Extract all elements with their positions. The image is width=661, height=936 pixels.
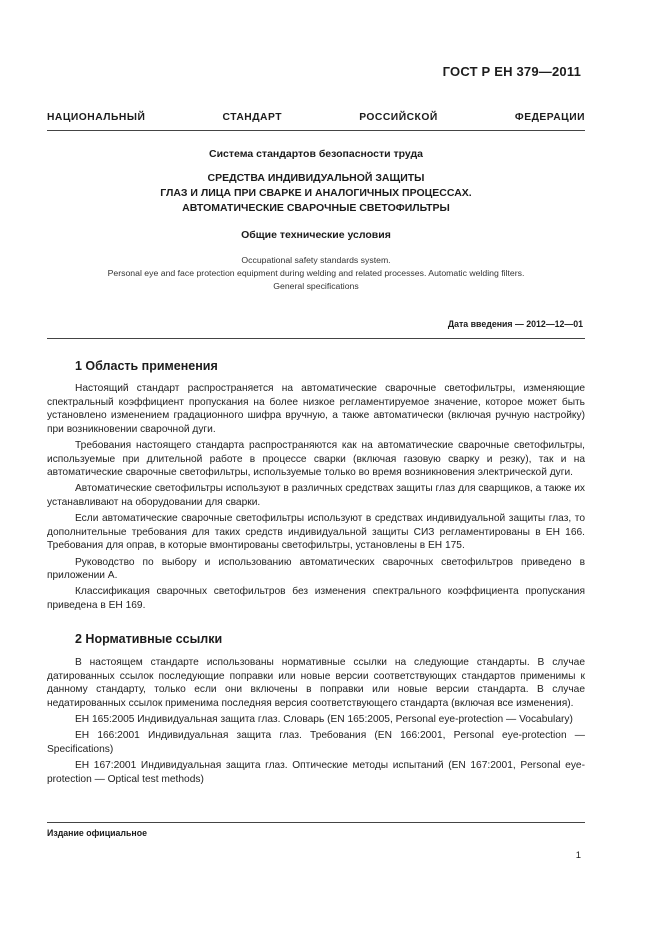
english-title-line: General specifications [273, 281, 359, 291]
subtitle: Общие технические условия [241, 229, 391, 241]
english-title [47, 254, 585, 293]
document-code: ГОСТ Р ЕН 379—2011 [442, 64, 581, 79]
paragraph: Автоматические светофильтры используют в различных средствах защиты глаз для сварщиков, а также их устанавливают на оборудовании для сварки. [47, 483, 585, 508]
main-title [47, 171, 585, 216]
main-title-line: СРЕДСТВА ИНДИВИДУАЛЬНОЙ ЗАЩИТЫ [207, 172, 425, 184]
paragraph: Если автоматические сварочные светофильтры используют в средствах индивидуальной защиты глаз, то дополнительные требования для таких средств индивидуальной защиты СИЗ регламентированы в ЕН 166. Требования для оправ, в которые вмонтированы светофильтры, установлены в ЕН 175. [47, 513, 585, 552]
header-divider [47, 130, 585, 131]
section-body-scope [47, 382, 585, 615]
section-heading-scope: 1 Область применения [75, 359, 218, 373]
english-title-line: Personal eye and face protection equipment during welding and related processes. Automatic welding filters. [107, 268, 525, 278]
section-heading-references: 2 Нормативные ссылки [75, 632, 223, 646]
page-number: 1 [575, 850, 581, 861]
date-divider [47, 338, 585, 339]
main-title-line: ГЛАЗ И ЛИЦА ПРИ СВАРКЕ И АНАЛОГИЧНЫХ ПРОЦЕССАХ. [160, 187, 472, 199]
standards-system-title: Система стандартов безопасности труда [208, 148, 424, 160]
paragraph: Настоящий стандарт распространяется на автоматические сварочные светофильтры, изменяющие спектральный коэффициент пропускания на более низкое регламентируемое значение, которое может быть установлено изменением градационного шифра вручную, а также автоматически (включая ручную настройку) при возникновении сварочной дуги. [47, 383, 585, 435]
reference-item: ЕН 166:2001 Индивидуальная защита глаз. Требования (EN 166:2001, Personal eye-protection — Specifications) [47, 730, 585, 755]
introduction-date: Дата введения — 2012—12—01 [447, 319, 583, 329]
main-title-line: АВТОМАТИЧЕСКИЕ СВАРОЧНЫЕ СВЕТОФИЛЬТРЫ [182, 202, 450, 214]
section-body-references [47, 656, 585, 789]
english-title-line: Occupational safety standards system. [241, 255, 391, 265]
paragraph: Руководство по выбору и использованию автоматических сварочных светофильтров приведено в приложении А. [47, 556, 585, 582]
edition-label: Издание официальное [47, 828, 147, 838]
reference-item: ЕН 165:2005 Индивидуальная защита глаз. Словарь (EN 165:2005, Personal eye-protection — Vocabulary) [75, 713, 573, 725]
footer-divider [47, 822, 585, 823]
national-standard-banner: НАЦИОНАЛЬНЫЙ СТАНДАРТ РОССИЙСКОЙ ФЕДЕРАЦИИ [47, 112, 585, 123]
paragraph: Классификация сварочных светофильтров без изменения спектрального коэффициента пропускания приведена в ЕН 169. [47, 586, 585, 611]
reference-item: ЕН 167:2001 Индивидуальная защита глаз. Оптические методы испытаний (EN 167:2001, Personal eye-protection — Optical test methods) [47, 759, 585, 785]
paragraph: Требования настоящего стандарта распространяются как на автоматические сварочные светофильтры, используемые при длительной работе в процессе сварки (включая газовую сварку и резку), так и на автоматические сварочные светофильтры, используемые только во время возникновения электрической дуги. [47, 439, 585, 479]
paragraph: В настоящем стандарте использованы нормативные ссылки на следующие стандарты. В случае датированных ссылок последующие поправки или новые версии соответствующих стандартов применимы к данному стандарту, только если они включены в поправки или новые версии стандарта. В случае недатированных ссылок применима последняя версия соответствующего стандарта (включая все изменения). [47, 657, 585, 709]
